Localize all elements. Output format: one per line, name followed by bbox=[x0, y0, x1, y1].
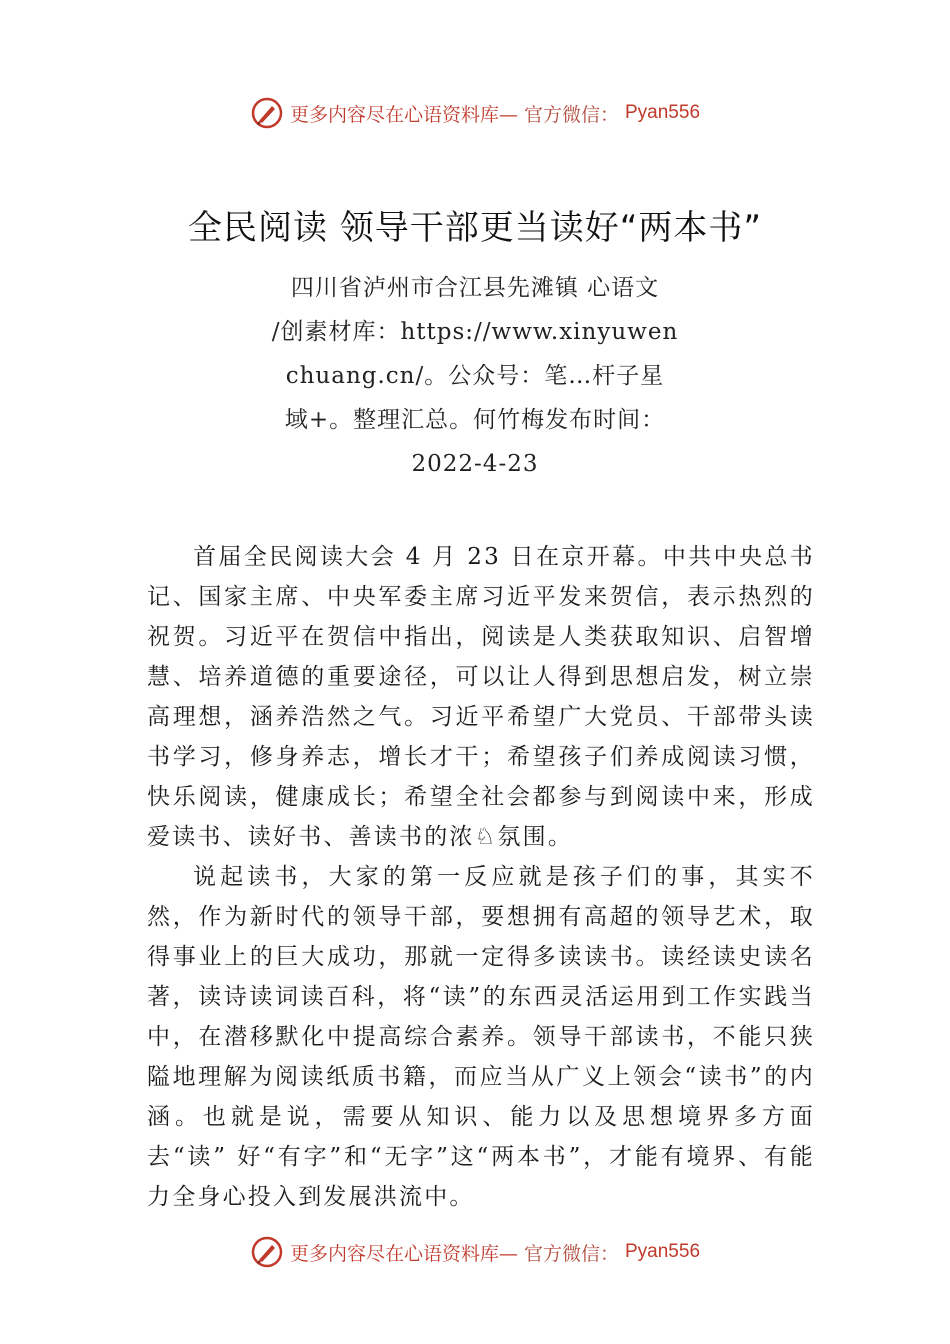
meta-line: /创素材库：https://www.xinyuwen bbox=[271, 319, 679, 345]
watermark-brand-text: 更多内容尽在心语资料库— bbox=[289, 1242, 518, 1265]
meta-line-date: 2022-4-23 bbox=[411, 451, 539, 477]
meta-line: chuang.cn/。公众号：笔…杆子星 bbox=[285, 363, 665, 389]
watermark-banner-top bbox=[0, 93, 950, 133]
paragraph: 说起读书，大家的第一反应就是孩子们的事，其实不然，作为新时代的领导干部，要想拥有高超的领导艺术，取得事业上的巨大成功，那就一定得多读读书。读经读史读名著，读诗读词读百科，将“读”的东西灵活运用到工作实践当中，在潜移默化中提高综合素养。领导干部读书，不能只狭隘地理解为阅读纸质书籍，而应当从广义上领会“读书”的内涵。也就是说，需要从知识、能力以及思想境界多方面去“读” 好“有字”和“无字”这“两本书”，才能有境界、有能力全身心投入到发展洪流中。 bbox=[147, 864, 815, 1210]
watermark-wechat-label: 官方微信： bbox=[523, 103, 619, 126]
watermark-brand-text: 更多内容尽在心语资料库— bbox=[289, 103, 518, 126]
article-meta bbox=[0, 266, 950, 486]
paragraph: 首届全民阅读大会 4 月 23 日在京开幕。中共中央总书记、国家主席、中央军委主席习近平发来贺信，表示热烈的祝贺。习近平在贺信中指出，阅读是人类获取知识、启智增慧、培养道德的重要途径，可以让人得到思想启发，树立崇高理想，涵养浩然之气。习近平希望广大党员、干部带头读书学习，修身养志，增长才干；希望孩子们养成阅读习惯，快乐阅读，健康成长；希望全社会都参与到阅读中来，形成爱读书、读好书、善读书的浓♘氛围。 bbox=[147, 544, 815, 850]
article-title: 全民阅读 领导干部更当读好“两本书” bbox=[187, 208, 763, 248]
article-body bbox=[147, 537, 815, 1217]
watermark-wechat-id: Pyan556 bbox=[625, 1241, 701, 1262]
watermark-wechat-id: Pyan556 bbox=[625, 102, 701, 123]
watermark-wechat-label: 官方微信： bbox=[523, 1242, 619, 1265]
pen-logo-icon bbox=[250, 96, 284, 130]
watermark-banner-bottom bbox=[0, 1232, 950, 1272]
pen-logo-icon bbox=[250, 1235, 284, 1269]
meta-line: 四川省泸州市合江县先滩镇 心语文 bbox=[290, 275, 660, 301]
meta-line: 域+。整理汇总。何竹梅发布时间： bbox=[284, 407, 666, 433]
